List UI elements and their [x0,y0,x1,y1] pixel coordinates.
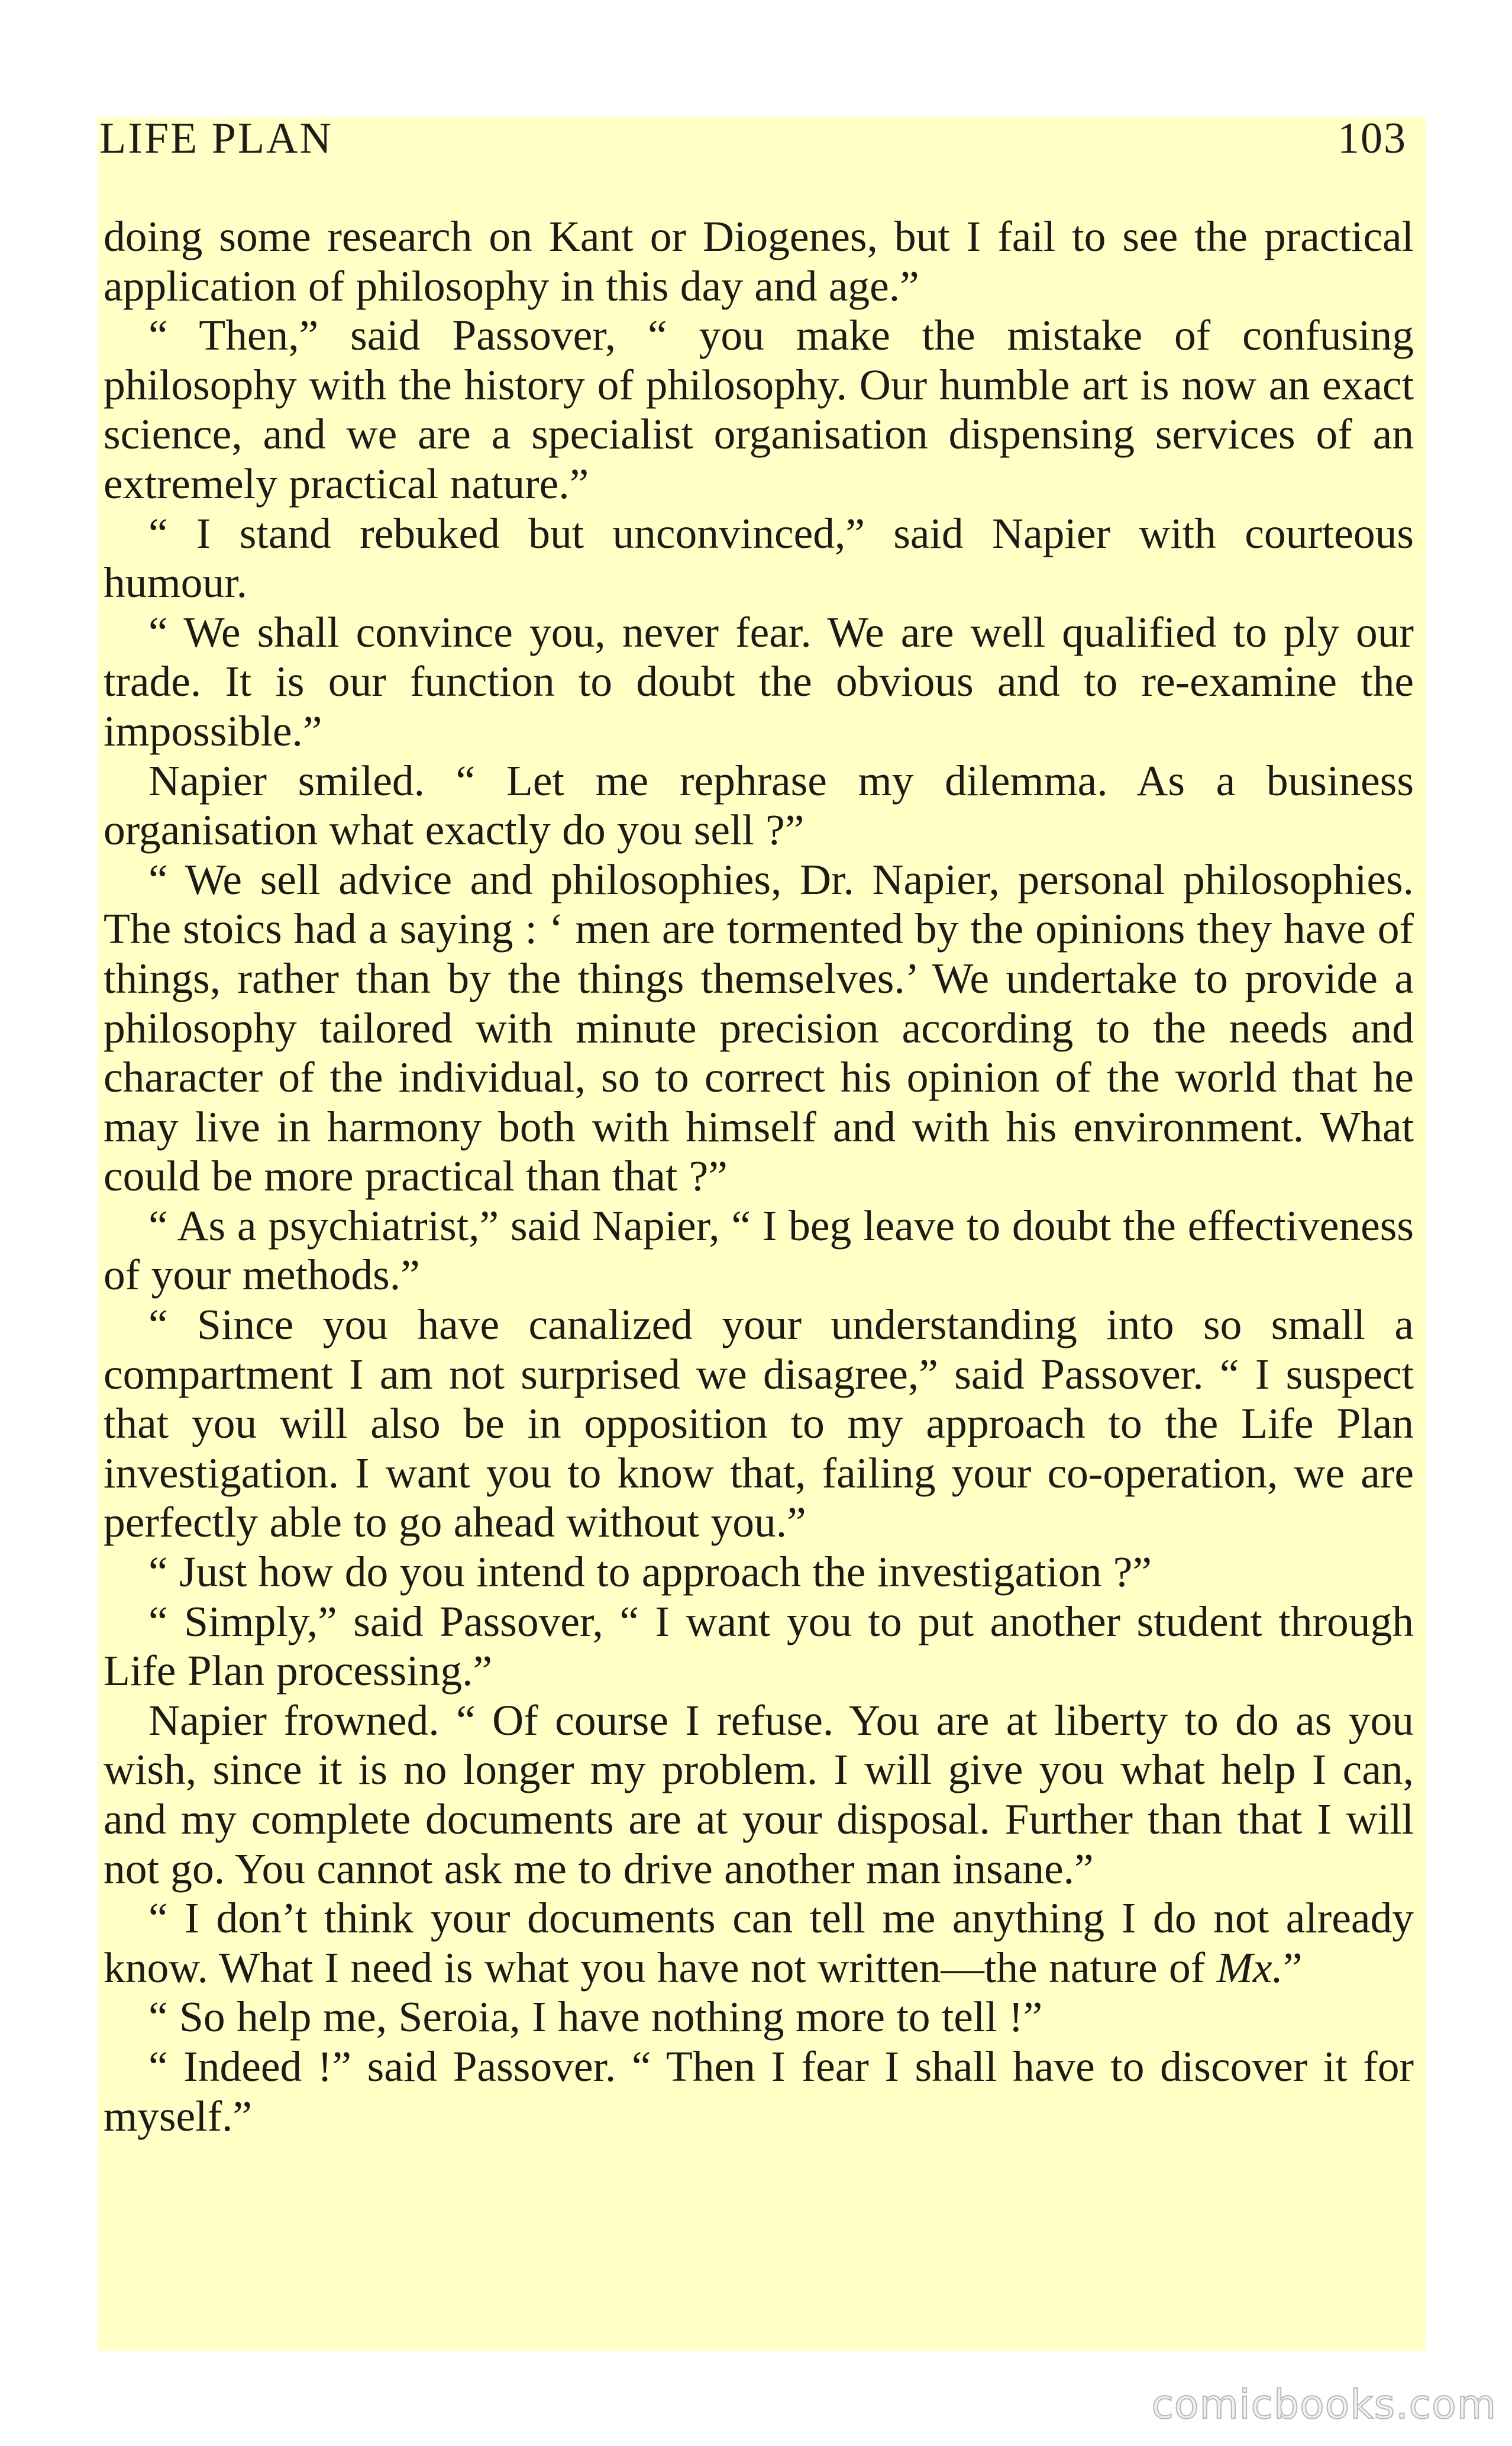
paragraph: “ I stand rebuked but unconvinced,” said Napier with courteous humour. [104,509,1414,607]
running-header [99,114,1407,173]
paragraph: “ Just how do you intend to approach the investigation ?” [148,1548,1152,1596]
paragraph: “ Since you have canalized your understanding into so small a compartment I am not surprised we disagree,” said Passover. “ I suspect that you will also be in opposition to my approach to the Life Plan investigation. I want you to know that, failing your co-operation, we are perfectly able to go ahead without you.” [104,1301,1414,1547]
page-number: 103 [1337,114,1407,163]
paragraph: “ We sell advice and philosophies, Dr. Napier, personal philosophies. The stoics had a saying : ‘ men are tormented by the opinions they have of things, rather than by the things themselves.’ We undertake to provide a philosophy tailored with minute precision according to the needs and character of the individual, so to correct his opinion of the world that he may live in harmony both with himself and with his environment. What could be more practical than that ?” [104,855,1414,1201]
paragraph: “ Then,” said Passover, “ you make the mistake of confusing philosophy with the history of philosophy. Our humble art is now an exact science, and we are a specialist organisation dispensing services of an extremely practical nature.” [104,311,1414,508]
paragraph: Napier frowned. “ Of course I refuse. You are at liberty to do as you wish, since it is no longer my problem. I will give you what help I can, and my complete documents are at your disposal. Further than that I will not go. You cannot ask me to drive another man insane.” [104,1696,1414,1893]
paragraph: doing some research on Kant or Diogenes, but I fail to see the practical application of philosophy in this day and age.” [104,212,1414,310]
italic-term: Mx. [1216,1943,1283,1992]
paragraph: “ Indeed !” said Passover. “ Then I fear I shall have to discover it for myself.” [104,2042,1414,2140]
paragraph: “ We shall convince you, never fear. We are well qualified to ply our trade. It is our function to doubt the obvious and to re-examine the impossible.” [104,608,1414,755]
paragraph [104,1893,1414,1992]
closing-quote: ” [1282,1943,1303,1992]
running-title: LIFE PLAN [99,114,333,163]
paragraph: Napier smiled. “ Let me rephrase my dilemma. As a business organisation what exactly do you sell ?” [104,756,1414,854]
site-watermark: comicbooks.com [1151,2382,1497,2428]
paragraph-text: “ I don’t think your documents can tell me anything I do not already know. What I need is what you have not written—the nature of [104,1894,1414,1992]
body-text [104,212,1414,2141]
paragraph: “ As a psychiatrist,” said Napier, “ I beg leave to doubt the effectiveness of your methods.” [104,1201,1414,1299]
paragraph: “ So help me, Seroia, I have nothing more to tell !” [148,1993,1043,2041]
paragraph: “ Simply,” said Passover, “ I want you to put another student through Life Plan processing.” [104,1597,1414,1695]
